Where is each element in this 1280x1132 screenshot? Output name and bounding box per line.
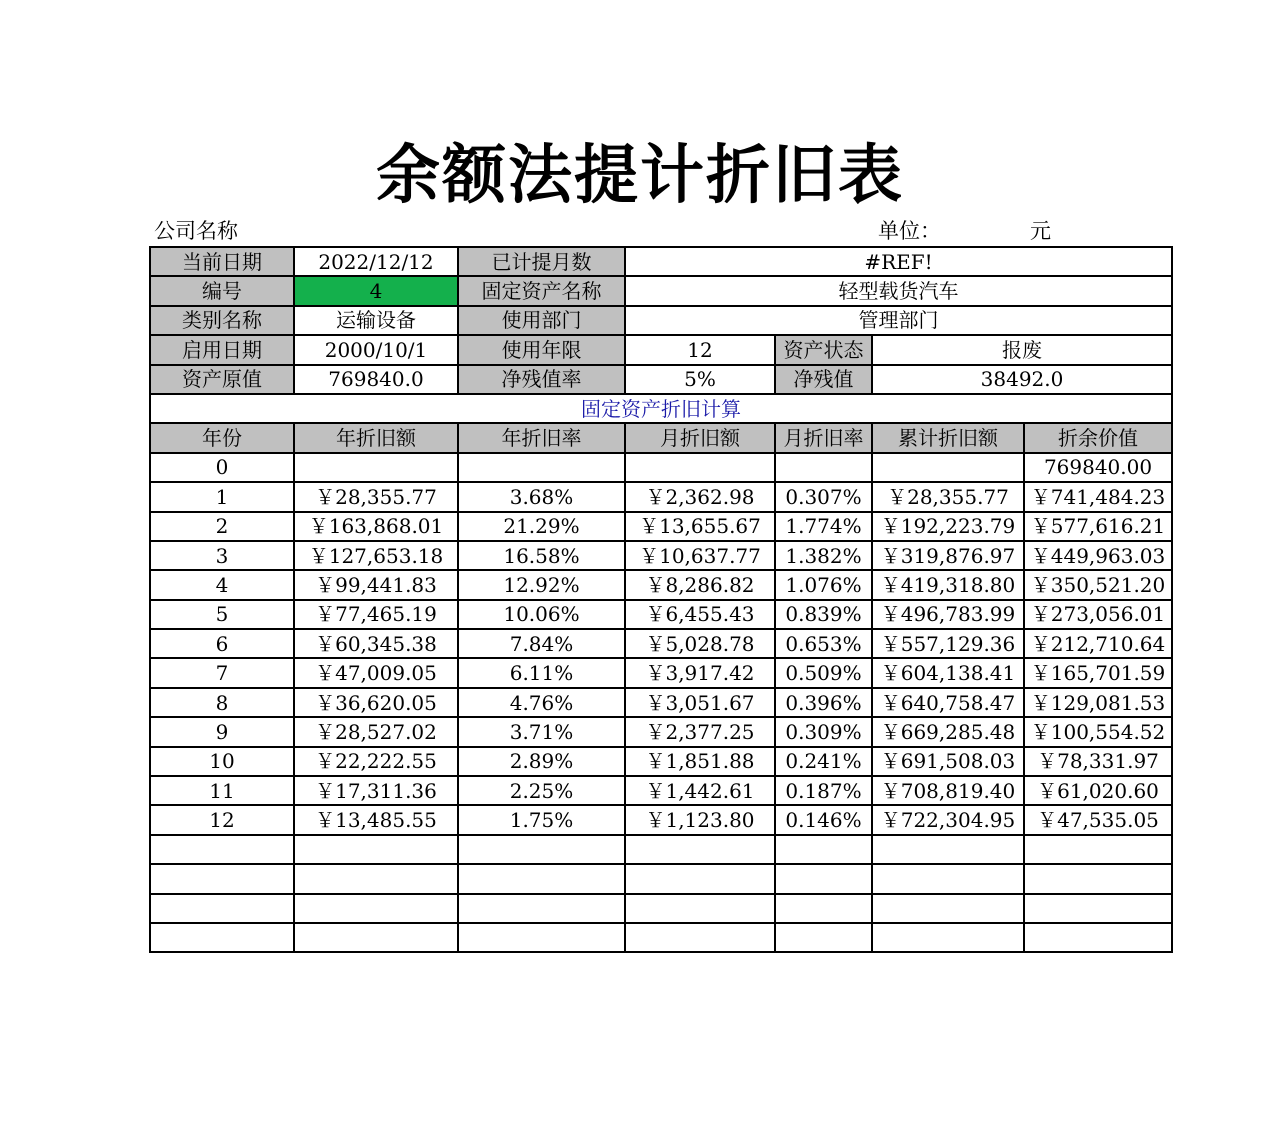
life-label: 使用年限 [458, 335, 625, 364]
cell-monthly-rate[interactable]: 1.382% [775, 541, 872, 570]
column-header-row [150, 423, 1172, 452]
cell-annual-rate[interactable] [458, 923, 625, 952]
col-header-monthly-rate: 月折旧率 [775, 423, 872, 452]
cell-annual-depreciation[interactable]: ￥99,441.83 [294, 570, 458, 599]
cell-monthly-depreciation[interactable]: ￥8,286.82 [625, 570, 775, 599]
cell-accumulated[interactable] [872, 453, 1024, 482]
cell-annual-depreciation[interactable]: ￥28,355.77 [294, 482, 458, 511]
cell-monthly-rate[interactable]: 1.774% [775, 512, 872, 541]
cell-year[interactable]: 6 [150, 629, 294, 658]
cell-annual-rate[interactable] [458, 453, 625, 482]
cell-annual-rate[interactable] [458, 894, 625, 923]
cell-year[interactable] [150, 894, 294, 923]
cell-monthly-depreciation[interactable]: ￥1,442.61 [625, 776, 775, 805]
cell-annual-depreciation[interactable] [294, 835, 458, 864]
table-row [150, 482, 1172, 511]
col-header-annual-rate: 年折旧率 [458, 423, 625, 452]
cell-monthly-rate[interactable] [775, 453, 872, 482]
table-row [150, 835, 1172, 864]
cell-net-value[interactable] [1024, 894, 1172, 923]
residual-rate-label: 净残值率 [458, 365, 625, 394]
current-date-cell[interactable]: 2022/12/12 [294, 247, 458, 276]
cell-monthly-rate[interactable]: 0.187% [775, 776, 872, 805]
cell-monthly-rate[interactable]: 1.076% [775, 570, 872, 599]
asset-name-cell[interactable]: 轻型载货汽车 [625, 276, 1172, 305]
cell-monthly-depreciation[interactable]: ￥3,917.42 [625, 658, 775, 687]
cell-net-value[interactable]: ￥350,521.20 [1024, 570, 1172, 599]
cell-accumulated[interactable]: ￥496,783.99 [872, 600, 1024, 629]
table-row [150, 717, 1172, 746]
table-row [150, 541, 1172, 570]
cell-year[interactable]: 2 [150, 512, 294, 541]
cell-monthly-depreciation[interactable]: ￥2,377.25 [625, 717, 775, 746]
cell-annual-depreciation[interactable]: ￥47,009.05 [294, 658, 458, 687]
cell-monthly-rate[interactable]: 0.146% [775, 805, 872, 834]
table-row [150, 864, 1172, 893]
start-date-cell[interactable]: 2000/10/1 [294, 335, 458, 364]
table-row [150, 688, 1172, 717]
cell-monthly-depreciation[interactable] [625, 894, 775, 923]
cell-monthly-depreciation[interactable]: ￥1,851.88 [625, 747, 775, 776]
months-label: 已计提月数 [458, 247, 625, 276]
cell-accumulated[interactable]: ￥691,508.03 [872, 747, 1024, 776]
cell-accumulated[interactable]: ￥557,129.36 [872, 629, 1024, 658]
info-row-id [150, 276, 1172, 305]
col-header-accumulated: 累计折旧额 [872, 423, 1024, 452]
cell-annual-rate[interactable]: 21.29% [458, 512, 625, 541]
cell-accumulated[interactable] [872, 923, 1024, 952]
cell-net-value[interactable]: ￥100,554.52 [1024, 717, 1172, 746]
cell-accumulated[interactable] [872, 894, 1024, 923]
cell-net-value[interactable] [1024, 864, 1172, 893]
cell-annual-depreciation[interactable]: ￥36,620.05 [294, 688, 458, 717]
section-row [150, 394, 1172, 423]
cell-monthly-depreciation[interactable]: ￥6,455.43 [625, 600, 775, 629]
cell-year[interactable]: 12 [150, 805, 294, 834]
cell-accumulated[interactable] [872, 864, 1024, 893]
cell-net-value[interactable]: ￥78,331.97 [1024, 747, 1172, 776]
cell-annual-rate[interactable] [458, 864, 625, 893]
current-date-label: 当前日期 [150, 247, 294, 276]
cell-year[interactable]: 4 [150, 570, 294, 599]
cell-year[interactable] [150, 923, 294, 952]
table-row [150, 658, 1172, 687]
cell-annual-rate[interactable]: 10.06% [458, 600, 625, 629]
cell-monthly-depreciation[interactable]: ￥2,362.98 [625, 482, 775, 511]
cell-monthly-rate[interactable]: 0.307% [775, 482, 872, 511]
table-row [150, 453, 1172, 482]
cell-monthly-depreciation[interactable]: ￥1,123.80 [625, 805, 775, 834]
cell-year[interactable]: 9 [150, 717, 294, 746]
cell-year[interactable] [150, 835, 294, 864]
cell-year[interactable]: 7 [150, 658, 294, 687]
cell-annual-rate[interactable]: 2.89% [458, 747, 625, 776]
cell-monthly-rate[interactable] [775, 835, 872, 864]
cell-net-value[interactable]: ￥449,963.03 [1024, 541, 1172, 570]
cell-net-value[interactable] [1024, 835, 1172, 864]
cell-annual-rate[interactable]: 1.75% [458, 805, 625, 834]
cell-annual-depreciation[interactable]: ￥60,345.38 [294, 629, 458, 658]
cell-year[interactable]: 11 [150, 776, 294, 805]
cell-monthly-depreciation[interactable] [625, 864, 775, 893]
cell-monthly-rate[interactable] [775, 894, 872, 923]
depreciation-sheet [149, 246, 1173, 953]
months-cell[interactable]: #REF! [625, 247, 1172, 276]
start-date-label: 启用日期 [150, 335, 294, 364]
category-label: 类别名称 [150, 306, 294, 335]
info-row-start [150, 335, 1172, 364]
cell-net-value[interactable]: ￥129,081.53 [1024, 688, 1172, 717]
cell-accumulated[interactable]: ￥192,223.79 [872, 512, 1024, 541]
cell-accumulated[interactable]: ￥708,819.40 [872, 776, 1024, 805]
table-row [150, 747, 1172, 776]
original-label: 资产原值 [150, 365, 294, 394]
cell-annual-depreciation[interactable] [294, 453, 458, 482]
col-header-year: 年份 [150, 423, 294, 452]
table-row [150, 512, 1172, 541]
company-name-label: 公司名称 [154, 219, 238, 243]
cell-annual-rate[interactable]: 6.11% [458, 658, 625, 687]
cell-year[interactable]: 8 [150, 688, 294, 717]
section-title: 固定资产折旧计算 [150, 394, 1172, 423]
cell-annual-rate[interactable]: 7.84% [458, 629, 625, 658]
col-header-annual-depreciation: 年折旧额 [294, 423, 458, 452]
page-title: 余额法提计折旧表 [376, 138, 904, 213]
original-cell[interactable]: 769840.0 [294, 365, 458, 394]
table-row [150, 805, 1172, 834]
cell-annual-rate[interactable]: 4.76% [458, 688, 625, 717]
cell-annual-depreciation[interactable] [294, 864, 458, 893]
cell-net-value[interactable] [1024, 923, 1172, 952]
residual-cell[interactable]: 38492.0 [872, 365, 1172, 394]
cell-accumulated[interactable]: ￥319,876.97 [872, 541, 1024, 570]
cell-accumulated[interactable] [872, 835, 1024, 864]
asset-name-label: 固定资产名称 [458, 276, 625, 305]
cell-annual-rate[interactable]: 12.92% [458, 570, 625, 599]
table-row [150, 600, 1172, 629]
cell-net-value[interactable]: ￥741,484.23 [1024, 482, 1172, 511]
cell-annual-rate[interactable]: 3.71% [458, 717, 625, 746]
info-block [150, 247, 1172, 453]
table-row [150, 570, 1172, 599]
cell-annual-depreciation[interactable]: ￥28,527.02 [294, 717, 458, 746]
col-header-monthly-depreciation: 月折旧额 [625, 423, 775, 452]
cell-monthly-rate[interactable]: 0.396% [775, 688, 872, 717]
cell-monthly-rate[interactable] [775, 923, 872, 952]
cell-year[interactable]: 5 [150, 600, 294, 629]
status-label: 资产状态 [775, 335, 872, 364]
cell-year[interactable]: 1 [150, 482, 294, 511]
cell-annual-rate[interactable]: 3.68% [458, 482, 625, 511]
cell-accumulated[interactable]: ￥640,758.47 [872, 688, 1024, 717]
cell-net-value[interactable]: ￥273,056.01 [1024, 600, 1172, 629]
id-cell[interactable]: 4 [294, 276, 458, 305]
cell-annual-depreciation[interactable] [294, 923, 458, 952]
residual-rate-cell[interactable]: 5% [625, 365, 775, 394]
cell-annual-depreciation[interactable]: ￥17,311.36 [294, 776, 458, 805]
cell-monthly-depreciation[interactable] [625, 923, 775, 952]
dept-cell[interactable]: 管理部门 [625, 306, 1172, 335]
cell-annual-depreciation[interactable]: ￥77,465.19 [294, 600, 458, 629]
depreciation-rows [150, 453, 1172, 953]
cell-monthly-depreciation[interactable] [625, 453, 775, 482]
info-row-original [150, 365, 1172, 394]
cell-monthly-rate[interactable]: 0.509% [775, 658, 872, 687]
cell-net-value[interactable]: ￥165,701.59 [1024, 658, 1172, 687]
dept-label: 使用部门 [458, 306, 625, 335]
cell-monthly-depreciation[interactable]: ￥3,051.67 [625, 688, 775, 717]
unit-label: 单位： [878, 219, 941, 243]
cell-monthly-rate[interactable]: 0.241% [775, 747, 872, 776]
cell-year[interactable]: 3 [150, 541, 294, 570]
category-cell[interactable]: 运输设备 [294, 306, 458, 335]
cell-accumulated[interactable]: ￥419,318.80 [872, 570, 1024, 599]
cell-year[interactable]: 10 [150, 747, 294, 776]
cell-net-value[interactable]: ￥577,616.21 [1024, 512, 1172, 541]
cell-monthly-rate[interactable]: 0.839% [775, 600, 872, 629]
cell-accumulated[interactable]: ￥604,138.41 [872, 658, 1024, 687]
cell-monthly-depreciation[interactable] [625, 835, 775, 864]
cell-accumulated[interactable]: ￥28,355.77 [872, 482, 1024, 511]
unit-value: 元 [1030, 219, 1051, 243]
cell-accumulated[interactable]: ￥669,285.48 [872, 717, 1024, 746]
cell-annual-depreciation[interactable] [294, 894, 458, 923]
cell-annual-rate[interactable]: 2.25% [458, 776, 625, 805]
cell-year[interactable] [150, 864, 294, 893]
cell-monthly-depreciation[interactable]: ￥13,655.67 [625, 512, 775, 541]
cell-monthly-rate[interactable]: 0.309% [775, 717, 872, 746]
cell-accumulated[interactable]: ￥722,304.95 [872, 805, 1024, 834]
life-cell[interactable]: 12 [625, 335, 775, 364]
info-row-date [150, 247, 1172, 276]
cell-annual-depreciation[interactable]: ￥163,868.01 [294, 512, 458, 541]
cell-annual-rate[interactable] [458, 835, 625, 864]
cell-annual-depreciation[interactable]: ￥127,653.18 [294, 541, 458, 570]
cell-annual-rate[interactable]: 16.58% [458, 541, 625, 570]
cell-net-value[interactable]: ￥47,535.05 [1024, 805, 1172, 834]
id-label: 编号 [150, 276, 294, 305]
cell-annual-depreciation[interactable]: ￥22,222.55 [294, 747, 458, 776]
cell-net-value[interactable]: ￥61,020.60 [1024, 776, 1172, 805]
info-row-category [150, 306, 1172, 335]
table-row [150, 776, 1172, 805]
table-row [150, 629, 1172, 658]
cell-net-value[interactable]: ￥212,710.64 [1024, 629, 1172, 658]
cell-monthly-rate[interactable] [775, 864, 872, 893]
table-row [150, 923, 1172, 952]
table-row [150, 894, 1172, 923]
residual-label: 净残值 [775, 365, 872, 394]
col-header-net-value: 折余价值 [1024, 423, 1172, 452]
cell-monthly-depreciation[interactable]: ￥5,028.78 [625, 629, 775, 658]
cell-net-value[interactable]: 769840.00 [1024, 453, 1172, 482]
cell-year[interactable]: 0 [150, 453, 294, 482]
cell-monthly-depreciation[interactable]: ￥10,637.77 [625, 541, 775, 570]
cell-monthly-rate[interactable]: 0.653% [775, 629, 872, 658]
status-cell[interactable]: 报废 [872, 335, 1172, 364]
cell-annual-depreciation[interactable]: ￥13,485.55 [294, 805, 458, 834]
